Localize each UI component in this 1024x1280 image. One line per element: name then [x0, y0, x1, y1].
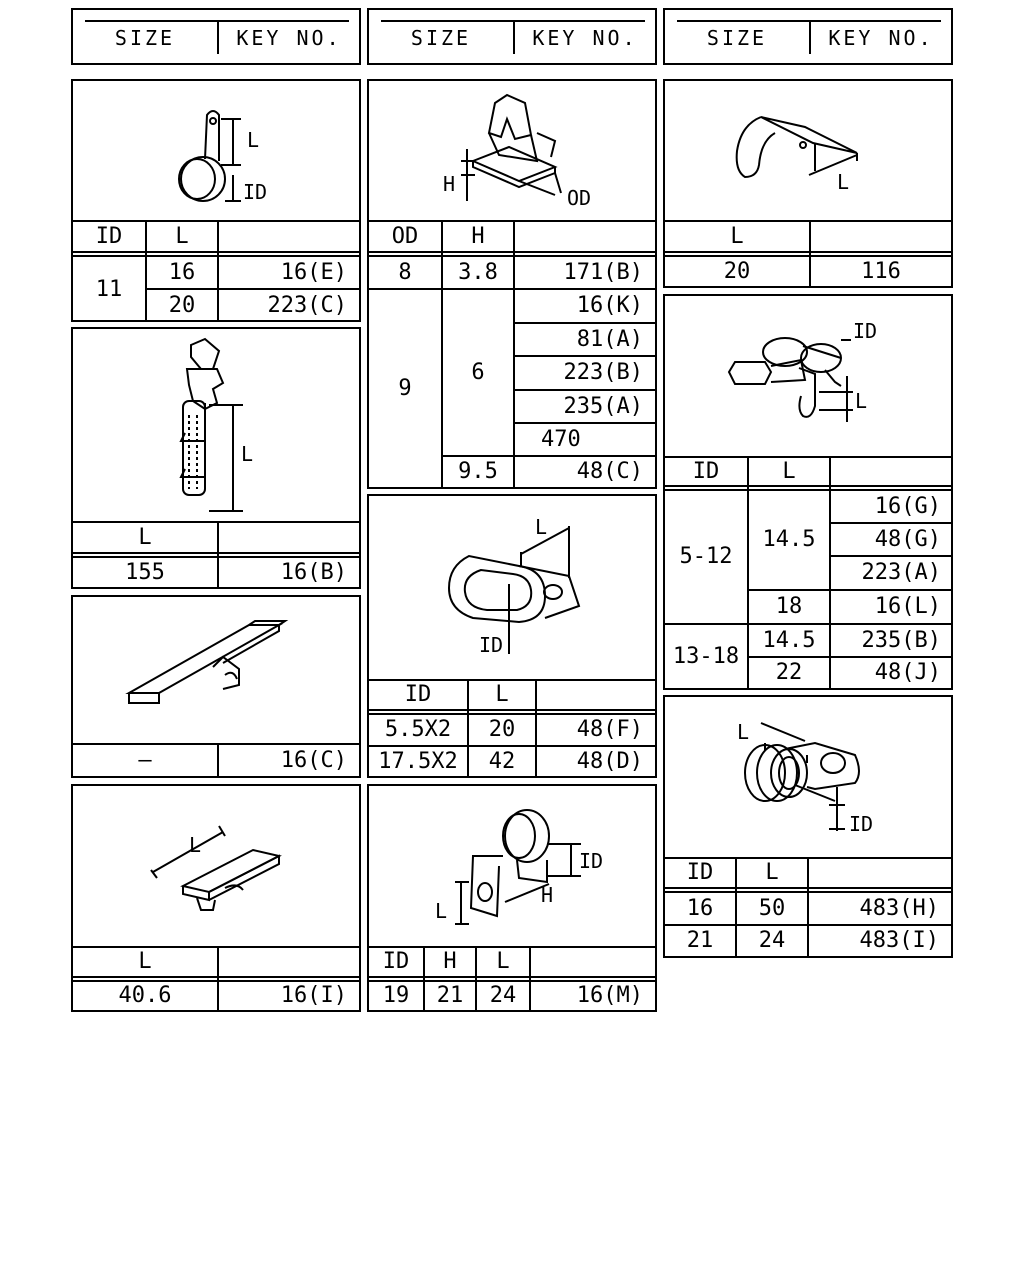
col-l: L — [730, 223, 744, 249]
cell-od: 8 — [398, 259, 412, 285]
header-col-1 — [71, 8, 361, 65]
cell-key: 48(J) — [874, 660, 941, 685]
cell-key: 48(D) — [576, 748, 643, 774]
dim-h-label: H — [541, 883, 554, 907]
col-id: ID — [686, 860, 714, 885]
clip-c-panel — [71, 595, 361, 778]
dim-id-label: ID — [243, 180, 268, 204]
cell-size: — — [138, 747, 152, 773]
cell-key: 223(A) — [861, 560, 941, 585]
cell-key: 171(B) — [563, 259, 643, 285]
cell-key: 16(M) — [576, 983, 643, 1008]
cell-key: 16(E) — [280, 259, 347, 285]
cell-l: 16 — [168, 259, 196, 285]
col-id: ID — [382, 949, 410, 974]
size-header: SIZE — [114, 26, 176, 50]
cell-id: 17.5X2 — [378, 748, 458, 774]
cell-key: 483(I) — [859, 928, 939, 953]
col-l: L — [495, 682, 509, 707]
cell-id: 5-12 — [679, 544, 733, 569]
dim-l-label: L — [535, 515, 548, 539]
cell-l: 20 — [488, 717, 516, 742]
cell-key: 16(K) — [576, 293, 643, 318]
col-id: ID — [95, 223, 123, 249]
dim-h-label: H — [443, 172, 456, 196]
size-header: SIZE — [706, 26, 768, 50]
cell-id: 19 — [382, 983, 410, 1008]
cell-key: 48(G) — [874, 526, 941, 552]
col-od: OD — [391, 223, 419, 249]
clip-i-drawing — [665, 296, 951, 456]
clip-f-drawing — [369, 496, 655, 680]
col-l: L — [782, 458, 796, 484]
dim-l-label: L — [247, 128, 260, 152]
clip-b-drawing — [73, 329, 359, 521]
cell-l: 24 — [758, 928, 786, 953]
clip-a-panel — [71, 79, 361, 322]
cell-l: 20 — [168, 293, 196, 318]
cell-key: 116 — [861, 258, 901, 284]
cell-l: 24 — [489, 983, 517, 1008]
size-header: SIZE — [410, 26, 472, 50]
col-l: L — [496, 949, 510, 974]
dim-id-label: ID — [853, 319, 878, 343]
dim-l-label: L — [837, 170, 850, 194]
cell-key: 16(C) — [280, 747, 347, 773]
dim-id-label: ID — [479, 633, 504, 657]
cell-key: 48(F) — [576, 717, 643, 742]
key-no-header: KEY NO. — [532, 26, 638, 50]
cell-key: 16(L) — [874, 594, 941, 619]
cell-id: 21 — [686, 928, 714, 953]
dim-id-label: ID — [849, 812, 874, 836]
clip-g-panel — [367, 784, 657, 1012]
dim-l-label: L — [737, 720, 750, 744]
clip-h-drawing — [665, 81, 951, 219]
key-no-header: KEY NO. — [828, 26, 934, 50]
clip-c-drawing — [73, 597, 359, 743]
col-l: L — [765, 860, 779, 885]
cell-key: 16(G) — [874, 493, 941, 519]
clip-b-panel — [71, 327, 361, 589]
cell-key: 81(A) — [576, 326, 643, 352]
cell-l: 18 — [775, 594, 803, 619]
cell-l: 155 — [125, 559, 165, 585]
dim-l-label: L — [189, 833, 202, 857]
clip-h-panel — [663, 79, 953, 288]
cell-key: 235(A) — [563, 393, 643, 419]
col-id: ID — [404, 682, 432, 707]
clip-g-drawing — [369, 786, 655, 946]
dim-l-label: L — [855, 389, 868, 413]
cell-key: 16(B) — [280, 559, 347, 585]
cell-id: 11 — [95, 276, 123, 302]
cell-h: 9.5 — [458, 459, 498, 484]
cell-h: 21 — [436, 983, 464, 1008]
col-h: H — [471, 223, 485, 249]
cell-l: 40.6 — [118, 983, 172, 1008]
header-col-3 — [663, 8, 953, 65]
cell-l: 14.5 — [762, 527, 816, 552]
clip-i-panel — [663, 294, 953, 690]
clip-j-panel — [663, 695, 953, 958]
col-l: L — [138, 524, 152, 550]
cell-id: 5.5X2 — [384, 717, 452, 742]
clip-j-drawing — [665, 697, 951, 857]
header-col-2 — [367, 8, 657, 65]
cell-h: 6 — [471, 359, 485, 385]
cell-key: 223(C) — [267, 293, 347, 318]
cell-l: 14.5 — [762, 627, 816, 653]
cell-h: 3.8 — [458, 259, 498, 285]
cell-key: 483(H) — [859, 895, 939, 921]
col-l: L — [138, 949, 152, 974]
key-no-header: KEY NO. — [236, 26, 342, 50]
cell-l: 22 — [775, 660, 803, 685]
clip-d-drawing — [73, 786, 359, 946]
clip-a-drawing — [73, 81, 359, 219]
dim-od-label: OD — [567, 186, 592, 210]
clip-e-drawing — [369, 81, 655, 219]
cell-od: 9 — [398, 375, 412, 401]
clip-d-panel — [71, 784, 361, 1012]
dim-l-label: L — [435, 899, 448, 923]
cell-key: 16(I) — [280, 983, 347, 1008]
cell-l: 20 — [723, 258, 751, 284]
col-l: L — [175, 223, 189, 249]
cell-key: 235(B) — [861, 627, 941, 653]
dim-id-label: ID — [579, 849, 604, 873]
clip-f-panel — [367, 494, 657, 778]
cell-key: 48(C) — [576, 459, 643, 484]
cell-l: 50 — [758, 895, 786, 921]
cell-id: 16 — [686, 895, 714, 921]
cell-l: 42 — [488, 748, 516, 774]
cell-id: 13-18 — [672, 643, 740, 669]
clip-e-panel — [367, 79, 657, 489]
col-h: H — [443, 949, 457, 974]
cell-key: 223(B) — [563, 360, 643, 385]
dim-l-label: L — [241, 442, 254, 466]
col-id: ID — [692, 458, 720, 484]
cell-key: 470 — [541, 426, 581, 452]
